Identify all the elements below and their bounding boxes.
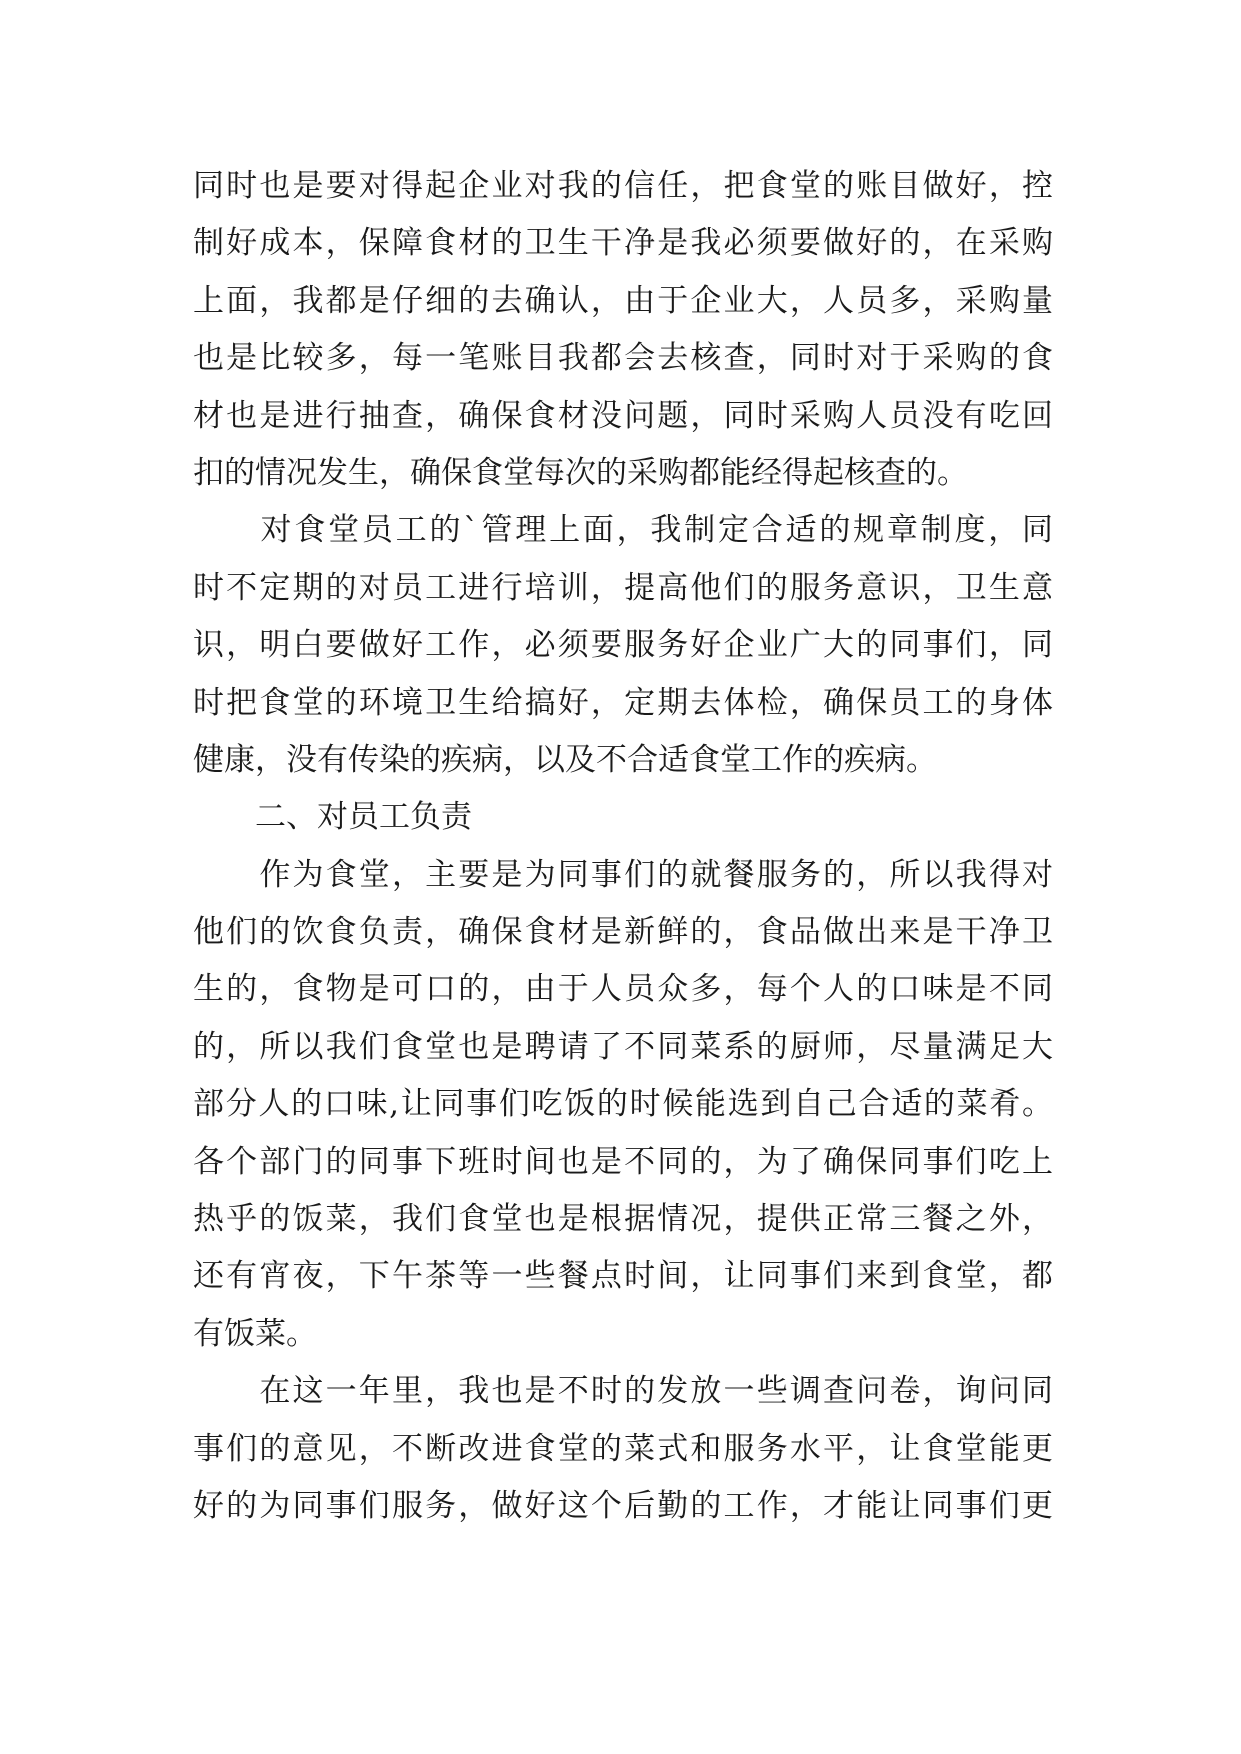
text-line: 还有宵夜，下午茶等一些餐点时间，让同事们来到食堂，都: [193, 1258, 1053, 1295]
body-text: [193, 158, 1053, 1535]
text-line: 制好成本，保障食材的卫生干净是我必须要做好的，在采购: [193, 225, 1053, 262]
text-line: 同时也是要对得起企业对我的信任，把食堂的账目做好，控: [193, 168, 1053, 204]
text-line: 事们的意见，不断改进食堂的菜式和服务水平，让食堂能更: [193, 1430, 1053, 1467]
text-line: 识，明白要做好工作，必须要服务好企业广大的同事们，同: [193, 627, 1053, 664]
section-heading: 二、对员工负责: [193, 799, 472, 836]
text-line: 生的，食物是可口的，由于人员众多，每个人的口味是不同: [193, 971, 1053, 1008]
text-line: 好的为同事们服务，做好这个后勤的工作，才能让同事们更: [193, 1487, 1053, 1524]
text-line: 健康，没有传染的疾病，以及不合适食堂工作的疾病。: [193, 741, 937, 778]
text-line: 作为食堂，主要是为同事们的就餐服务的，所以我得对: [193, 856, 1053, 893]
text-line: 时不定期的对员工进行培训，提高他们的服务意识，卫生意: [193, 569, 1053, 606]
text-line: 部分人的口味,让同事们吃饭的时候能选到自己合适的菜肴。: [193, 1086, 1053, 1123]
text-line: 材也是进行抽查，确保食材没问题，同时采购人员没有吃回: [193, 397, 1053, 434]
text-line: 有饭菜。: [193, 1315, 317, 1352]
text-line: 也是比较多，每一笔账目我都会去核查，同时对于采购的食: [193, 340, 1053, 377]
text-line: 各个部门的同事下班时间也是不同的，为了确保同事们吃上: [193, 1143, 1053, 1180]
text-line: 在这一年里，我也是不时的发放一些调查问卷，询问同: [193, 1373, 1053, 1410]
text-line: 上面，我都是仔细的去确认，由于企业大，人员多，采购量: [193, 282, 1053, 319]
text-line: 扣的情况发生，确保食堂每次的采购都能经得起核查的。: [193, 454, 968, 491]
text-line: 的，所以我们食堂也是聘请了不同菜系的厨师，尽量满足大: [193, 1028, 1053, 1065]
text-line: 热乎的饭菜，我们食堂也是根据情况，提供正常三餐之外，: [193, 1201, 1053, 1238]
text-line: 他们的饮食负责，确保食材是新鲜的，食品做出来是干净卫: [193, 914, 1053, 951]
text-line: 时把食堂的环境卫生给搞好，定期去体检，确保员工的身体: [193, 684, 1053, 721]
text-line: 对食堂员工的`管理上面，我制定合适的规章制度，同: [193, 512, 1053, 549]
